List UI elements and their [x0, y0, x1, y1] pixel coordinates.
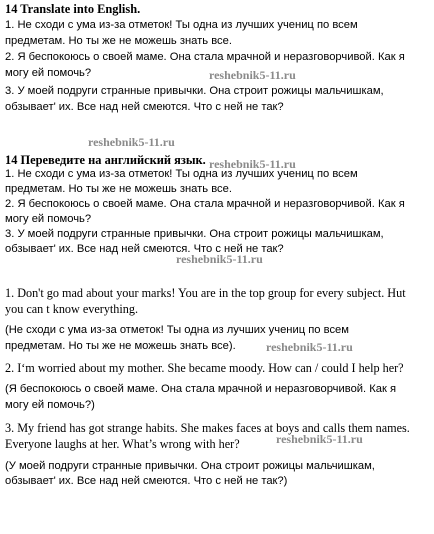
watermark: reshebnik5-11.ru	[176, 252, 263, 266]
watermark: reshebnik5-11.ru	[88, 135, 175, 149]
section-2-title: 14 Переведите на английский язык.	[5, 153, 206, 167]
section-2-line: 2. Я беспокоюсь о своей маме. Она стала мрачной и неразговорчивой. Как я	[5, 198, 405, 210]
answer-2-english: 2. I‘m worried about my mother. She became moody. How can / could I help her?	[5, 361, 404, 375]
answer-1-russian: предметам. Но ты же не можешь знать все).	[5, 340, 236, 352]
watermark: reshebnik5-11.ru	[209, 157, 296, 171]
answer-2-russian: (Я беспокоюсь о своей маме. Она стала мрачной и неразговорчивой. Как я	[5, 383, 397, 395]
watermark: reshebnik5-11.ru	[276, 432, 363, 446]
section-2-line: обзывает' их. Все над ней смеются. Что с ней не так?	[5, 243, 284, 255]
section-1-line: 3. У моей подруги странные привычки. Она строит рожицы мальчишкам,	[5, 85, 384, 97]
section-1-line: предметам. Но ты же не можешь знать все.	[5, 35, 232, 47]
section-1-title: 14 Translate into English.	[5, 2, 141, 16]
section-1-line: 2. Я беспокоюсь о своей маме. Она стала мрачной и неразговорчивой. Как я	[5, 51, 405, 63]
section-2-line: 3. У моей подруги странные привычки. Она строит рожицы мальчишкам,	[5, 228, 384, 240]
answer-1-english: you can t know everything.	[5, 302, 139, 316]
answer-3-english: Everyone laughs at her. What’s wrong with her?	[5, 437, 240, 451]
watermark: reshebnik5-11.ru	[266, 340, 353, 354]
section-1-line: обзывает' их. Все над ней смеются. Что с ней не так?	[5, 101, 284, 113]
answer-1-russian: (Не сходи с ума из-за отметок! Ты одна из лучших учениц по всем	[5, 324, 349, 336]
answer-2-russian: могу ей помочь?)	[5, 399, 95, 411]
answer-3-english: 3. My friend has got strange habits. She makes faces at boys and calls them names.	[5, 421, 410, 435]
section-1-line: 1. Не сходи с ума из-за отметок! Ты одна из лучших учениц по всем	[5, 19, 358, 31]
answer-3-russian: обзывает' их. Все над ней смеются. Что с ней не так?)	[5, 475, 288, 487]
section-2-line: 1. Не сходи с ума из-за отметок! Ты одна из лучших учениц по всем	[5, 168, 358, 180]
section-1-line: могу ей помочь?	[5, 67, 92, 79]
watermark: reshebnik5-11.ru	[209, 68, 296, 82]
section-2-line: предметам. Но ты же не можешь знать все.	[5, 183, 232, 195]
section-2-line: могу ей помочь?	[5, 213, 92, 225]
answer-3-russian: (У моей подруги странные привычки. Она строит рожицы мальчишкам,	[5, 460, 375, 472]
answer-1-english: 1. Don't go mad about your marks! You are in the top group for every subject. Hut	[5, 286, 406, 300]
